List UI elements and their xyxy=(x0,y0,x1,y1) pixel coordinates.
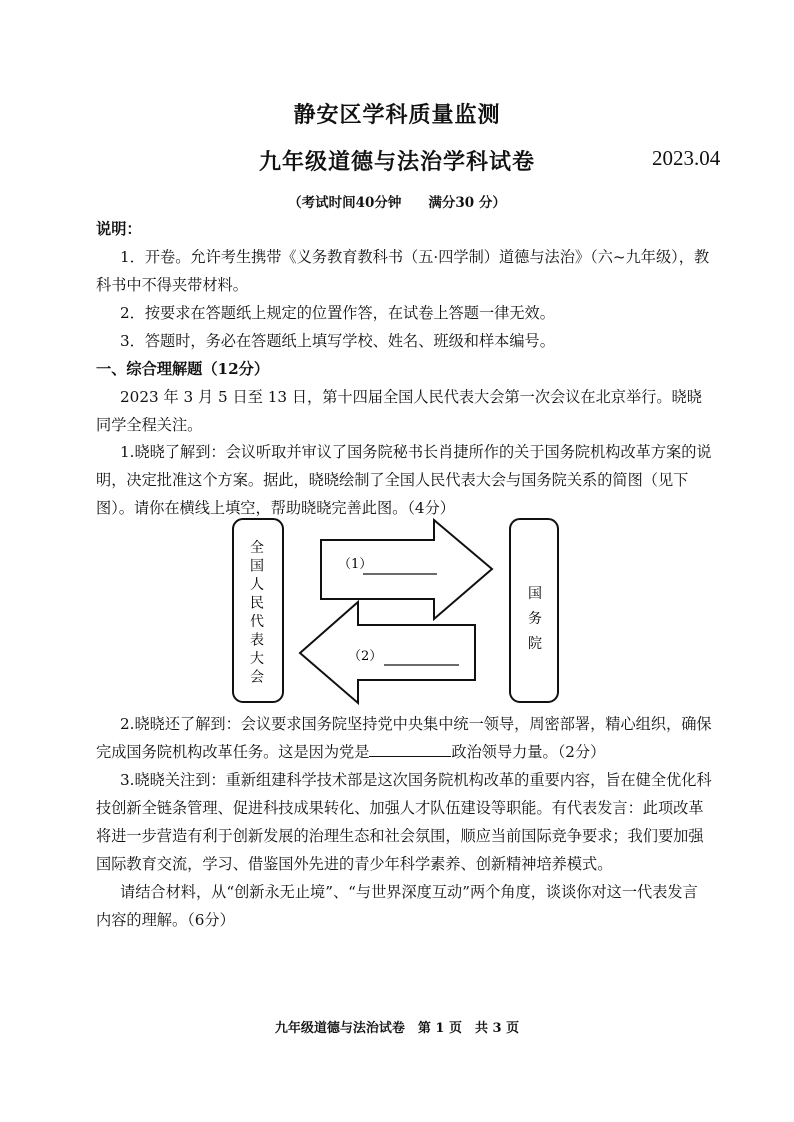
instruction-item: 3．答题时，务必在答题纸上填写学校、姓名、班级和样本编号。 xyxy=(120,332,555,350)
npc-label-char: 全国人民代表大会 xyxy=(250,540,264,686)
title-line-1: 静安区学科质量监测 xyxy=(293,102,501,128)
section-intro: 2023 年 3 月 5 日至 13 日，第十四届全国人民代表大会第一次会议在北京举行。晓晓同学全程关注。 xyxy=(96,388,702,434)
title-line-2: 九年级道德与法治学科试卷 xyxy=(258,149,535,175)
question-2-text: 2.晓晓还了解到：会议要求国务院坚持党中央集中统一领导，周密部署，精心组织，确保完成国务院机构改革任务。这是因为党是 xyxy=(96,715,712,761)
question-3-prompt: 请结合材料，从“创新永无止境”、“与世界深度互动”两个角度，谈谈你对这一代表发言内容的理解。（6分） xyxy=(96,883,698,929)
instruction-item: 1．开卷。允许考生携带《义务教育教科书（五·四学制）道德与法治》（六~九年级），教科书中不得夹带材料。 xyxy=(96,248,710,294)
arrow-2-label: （2） xyxy=(348,649,383,664)
exam-date: 2023.04 xyxy=(652,146,721,170)
question-2 xyxy=(96,710,712,766)
instruction-item: 2．按要求在答题纸上规定的位置作答，在试卷上答题一律无效。 xyxy=(120,304,555,322)
question-2-tail: 政治领导力量。（2分） xyxy=(451,743,606,761)
section-heading: 一、综合理解题（12分） xyxy=(96,360,270,378)
state-council-label-char: 国务院 xyxy=(528,586,542,652)
arrow-1-label: （1） xyxy=(338,557,373,572)
instructions-label: 说明： xyxy=(96,220,142,238)
question-3: 3.晓晓关注到：重新组建科学技术部是这次国务院机构改革的重要内容，旨在健全优化科技创新全链条管理、促进科技成果转化、加强人才队伍建设等职能。有代表发言：此项改革将进一步营造有利于创新发展的治理生态和社会氛围，顺应当前国际竞争要求；我们要加强国际教育交流，学习、借鉴国外先进的青少年科学素养、创新精神培养模式。 xyxy=(96,771,712,873)
page-footer: 九年级道德与法治试卷 第 1 页 共 3 页 xyxy=(274,1021,520,1036)
arrow-left-icon xyxy=(300,602,475,703)
answer-blank[interactable] xyxy=(369,740,451,757)
question-1: 1.晓晓了解到：会议听取并审议了国务院秘书长肖捷所作的关于国务院机构改革方案的说明，决定批准这个方案。据此，晓晓绘制了全国人民代表大会与国务院关系的简图（见下图）。请你在横线上填空，帮助晓晓完善此图。（4分） xyxy=(96,443,712,517)
exam-meta: （考试时间40分钟 满分30 分） xyxy=(288,195,506,211)
